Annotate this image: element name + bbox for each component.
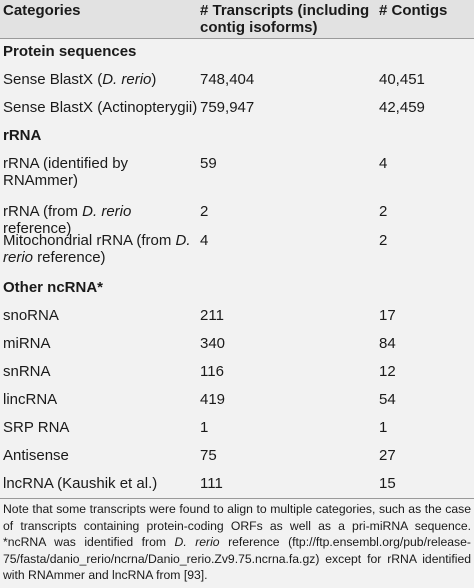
row-category: Mitochondrial rRNA (from D. rerio reference) — [3, 232, 191, 266]
row-transcripts: 748,404 — [200, 71, 255, 88]
row-category: lincRNA — [3, 391, 58, 408]
row-contigs: 54 — [379, 391, 396, 408]
row-transcripts: 4 — [200, 232, 209, 249]
row-contigs: 2 — [379, 232, 388, 249]
row-contigs: 12 — [379, 363, 396, 380]
row-category: snoRNA — [3, 307, 59, 324]
row-contigs: 42,459 — [379, 99, 425, 116]
row-contigs: 1 — [379, 419, 388, 436]
table-bottom-divider — [0, 498, 474, 499]
header-transcripts: # Transcripts (including contig isoforms) — [200, 2, 370, 36]
row-contigs: 40,451 — [379, 71, 425, 88]
row-category: SRP RNA — [3, 419, 70, 436]
row-category: Antisense — [3, 447, 69, 464]
row-transcripts: 59 — [200, 155, 217, 172]
row-transcripts: 2 — [200, 203, 209, 220]
row-category: Sense BlastX (D. rerio) — [3, 71, 157, 88]
table-footnote: Note that some transcripts were found to align to multiple categories, such as the case of transcripts containing protein-coding ORFs as well as a pri-miRNA sequence. *ncRNA was identified from D. rerio reference (ftp://ftp.ensembl.org/pub/release-75/fasta/danio_rerio/ncrna/Danio_rerio.Zv9.75.ncrna.fa.gz) except for rRNA identified with RNAmmer and lncRNA from [93]. — [3, 502, 471, 582]
row-contigs: 84 — [379, 335, 396, 352]
table-header — [0, 0, 474, 38]
row-category: miRNA — [3, 335, 51, 352]
row-transcripts: 116 — [200, 363, 224, 380]
header-categories: Categories — [3, 2, 81, 19]
row-category: lncRNA (Kaushik et al.) — [3, 475, 158, 492]
row-transcripts: 419 — [200, 391, 226, 408]
row-transcripts: 75 — [200, 447, 217, 464]
row-transcripts: 340 — [200, 335, 226, 352]
row-category: rRNA (from D. rerio reference) — [3, 203, 132, 237]
row-transcripts: 759,947 — [200, 99, 255, 116]
section-protein-sequences: Protein sequences — [3, 43, 137, 60]
row-transcripts: 111 — [200, 475, 223, 492]
header-divider — [0, 38, 474, 39]
row-transcripts: 211 — [200, 307, 224, 324]
row-contigs: 4 — [379, 155, 388, 172]
row-contigs: 17 — [379, 307, 396, 324]
row-contigs: 15 — [379, 475, 396, 492]
row-contigs: 27 — [379, 447, 396, 464]
header-contigs: # Contigs — [379, 2, 448, 19]
row-contigs: 2 — [379, 203, 388, 220]
row-category: Sense BlastX (Actinopterygii) — [3, 99, 198, 116]
section-other-ncrna: Other ncRNA* — [3, 279, 104, 296]
row-category: snRNA — [3, 363, 51, 380]
row-category: rRNA (identified by RNAmmer) — [3, 155, 129, 189]
section-rrna: rRNA — [3, 127, 42, 144]
row-transcripts: 1 — [200, 419, 209, 436]
